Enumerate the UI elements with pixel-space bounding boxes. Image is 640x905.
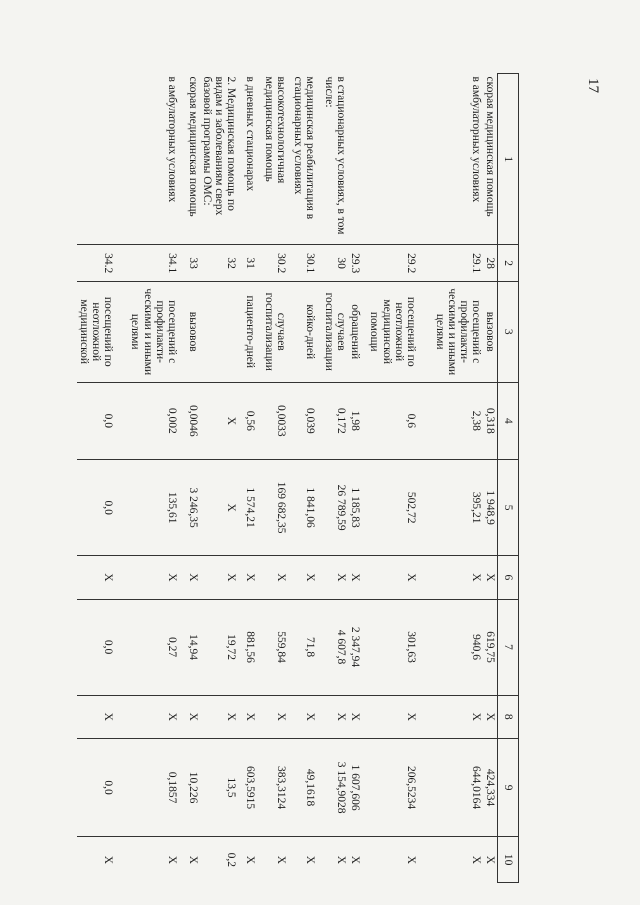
table-cell-col-5: 26 789,59 xyxy=(322,460,348,556)
table-cell-col-7: 71,8 xyxy=(291,599,322,695)
table-cell-col-6: Х xyxy=(433,556,483,599)
table-cell-col-1: в амбулаторных условиях xyxy=(165,76,178,203)
table-cell-col-2: 29.1 xyxy=(433,245,483,282)
table-cell-col-3: вызовов xyxy=(483,281,498,382)
table-cell-col-7: 619,75 xyxy=(483,599,498,695)
table-cell-col-6: Х xyxy=(262,556,291,599)
table-cell-col-7: 881,56 xyxy=(243,599,262,695)
table-cell-col-4: 0,172 xyxy=(322,382,348,460)
table-cell-col-8: Х xyxy=(322,695,348,738)
table-cell-col-5: 3 246,35 xyxy=(186,460,200,556)
table-cell-col-1: в стационарных условиях, в том числе: xyxy=(323,76,348,235)
table-cell-col-6: Х xyxy=(367,556,432,599)
header-col-6: 6 xyxy=(498,556,519,599)
table-cell-col-5: 1 841,06 xyxy=(291,460,322,556)
table-cell-col-6: Х xyxy=(77,556,128,599)
table-cell-col-6: Х xyxy=(348,556,367,599)
table-cell-col-5: 169 682,35 xyxy=(262,460,291,556)
table-cell-col-9: 603,5915 xyxy=(243,738,262,836)
table-cell-col-7: 4 607,8 xyxy=(322,599,348,695)
table-row xyxy=(291,74,322,883)
table-cell-col-6: Х xyxy=(322,556,348,599)
table-cell-col-10: Х xyxy=(433,837,483,883)
table-cell-col-6: Х xyxy=(483,556,498,599)
table-cell-col-8: Х xyxy=(433,695,483,738)
table-cell-col-10: Х xyxy=(367,837,432,883)
table-cell-col-2: 31 xyxy=(243,245,262,282)
table-cell-col-6: Х xyxy=(243,556,262,599)
table-cell-col-8: Х xyxy=(483,695,498,738)
table-cell-col-8: Х xyxy=(367,695,432,738)
table-cell-col-1 xyxy=(348,74,367,245)
table-cell-col-10: Х xyxy=(77,837,128,883)
table-cell-col-2: 30 xyxy=(322,245,348,282)
table-cell-col-8: Х xyxy=(200,695,243,738)
table-cell-col-7: 2 347,94 xyxy=(348,599,367,695)
table-cell-col-9: 0,1857 xyxy=(128,738,185,836)
table-cell-col-4: 1,98 xyxy=(348,382,367,460)
table-cell-col-2: 30.1 xyxy=(291,245,322,282)
table-cell-col-5: Х xyxy=(200,460,243,556)
table-cell-col-10: Х xyxy=(243,837,262,883)
table-cell-col-6: Х xyxy=(186,556,200,599)
table-cell-col-9: 644,0164 xyxy=(433,738,483,836)
table-cell-col-3: посещений с профилакти-ческими и иными целями xyxy=(433,281,483,382)
table-cell-col-4: 0,56 xyxy=(243,382,262,460)
table-cell-col-8: Х xyxy=(262,695,291,738)
table-cell-col-10: Х xyxy=(291,837,322,883)
table-cell-col-4: 0,0033 xyxy=(262,382,291,460)
table-cell-col-3: посещений с профилакти-ческими и иными целями xyxy=(128,281,185,382)
table-cell-col-4: 0,039 xyxy=(291,382,322,460)
table-cell-col-5: 135,61 xyxy=(128,460,185,556)
table-row xyxy=(128,74,185,883)
table-cell-col-10: Х xyxy=(483,837,498,883)
page-number: 17 xyxy=(585,78,601,93)
header-col-9: 9 xyxy=(498,738,519,836)
table-cell-col-8: Х xyxy=(291,695,322,738)
table-cell-col-4: Х xyxy=(200,382,243,460)
table-cell-col-4: 0,002 xyxy=(128,382,185,460)
table-cell-col-2: 34.2 xyxy=(77,245,128,282)
table-cell-col-9: 3 154,9028 xyxy=(322,738,348,836)
table-cell-col-1 xyxy=(367,74,432,245)
table-cell-col-7: 14,94 xyxy=(186,599,200,695)
table-cell-col-7: 0,27 xyxy=(128,599,185,695)
header-col-1: 1 xyxy=(498,74,519,245)
table-cell-col-3: посещений по неотложной медицинской xyxy=(77,281,128,382)
document-table xyxy=(78,73,519,883)
table-cell-col-10: 0,2 xyxy=(200,837,243,883)
table-cell-col-3: обращений xyxy=(348,281,367,382)
table-cell-col-1: медицинская реабилитация в стационарных условиях xyxy=(292,76,317,220)
table-cell-col-9: 10,226 xyxy=(186,738,200,836)
table-cell-col-2: 29.2 xyxy=(367,245,432,282)
table xyxy=(77,73,519,883)
table-cell-col-1: в амбулаторных условиях xyxy=(469,76,482,203)
table-cell-col-10: Х xyxy=(262,837,291,883)
table-cell-col-5: 395,21 xyxy=(433,460,483,556)
table-cell-col-2: 30.2 xyxy=(262,245,291,282)
table-cell-col-9: 49,1618 xyxy=(291,738,322,836)
table-cell-col-3 xyxy=(200,281,243,382)
table-row xyxy=(483,74,498,883)
table-cell-col-5: 1 185,83 xyxy=(348,460,367,556)
table-cell-col-10: Х xyxy=(348,837,367,883)
table-cell-col-10: Х xyxy=(186,837,200,883)
header-col-10: 10 xyxy=(498,837,519,883)
table-row xyxy=(200,74,243,883)
table-cell-col-7: 301,63 xyxy=(367,599,432,695)
table-row xyxy=(433,74,483,883)
table-cell-col-9: 424,334 xyxy=(483,738,498,836)
table-cell-col-9: 206,5234 xyxy=(367,738,432,836)
table-cell-col-8: Х xyxy=(186,695,200,738)
table-cell-col-7: 940,6 xyxy=(433,599,483,695)
table-cell-col-4: 0,318 xyxy=(483,382,498,460)
table-cell-col-1: скорая медицинская помощь xyxy=(484,76,496,217)
table-cell-col-8: Х xyxy=(243,695,262,738)
header-col-5: 5 xyxy=(498,460,519,556)
table-cell-col-8: Х xyxy=(77,695,128,738)
table-cell-col-7: 0,0 xyxy=(77,599,128,695)
table-cell-col-1: высокотехнологичная медицинская помощь xyxy=(263,76,288,184)
header-col-8: 8 xyxy=(498,695,519,738)
table-cell-col-9: 383,3124 xyxy=(262,738,291,836)
table-cell-col-6: Х xyxy=(128,556,185,599)
table-cell-col-8: Х xyxy=(348,695,367,738)
table-cell-col-1: 2. Медицинская помощь по видам и заболеваниям сверх базовой программы ОМС: xyxy=(200,76,237,216)
table-cell-col-1 xyxy=(77,74,128,245)
table-cell-col-1: в дневных стационарах xyxy=(244,76,256,192)
table-cell-col-3: случаев госпитализации xyxy=(262,281,291,382)
table-row xyxy=(262,74,291,883)
table-cell-col-9: 0,0 xyxy=(77,738,128,836)
table-cell-col-4: 0,6 xyxy=(367,382,432,460)
table-cell-col-10: Х xyxy=(322,837,348,883)
table-cell-col-4: 2,38 xyxy=(433,382,483,460)
table-cell-col-2: 28 xyxy=(483,245,498,282)
table-cell-col-7: 19,72 xyxy=(200,599,243,695)
table-cell-col-7: 559,84 xyxy=(262,599,291,695)
table-cell-col-1: скорая медицинская помощь xyxy=(186,76,199,217)
table-cell-col-9: 13,5 xyxy=(200,738,243,836)
table-cell-col-5: 0,0 xyxy=(77,460,128,556)
table-cell-col-10: Х xyxy=(128,837,185,883)
table-cell-col-2: 29.3 xyxy=(348,245,367,282)
table-cell-col-2: 32 xyxy=(200,245,243,282)
table-cell-col-5: 502,72 xyxy=(367,460,432,556)
table-cell-col-3: вызовов xyxy=(186,281,200,382)
table-cell-col-4: 0,0 xyxy=(77,382,128,460)
table-cell-col-2: 33 xyxy=(186,245,200,282)
table-row xyxy=(367,74,432,883)
header-col-7: 7 xyxy=(498,599,519,695)
header-col-4: 4 xyxy=(498,382,519,460)
table-cell-col-2: 34.1 xyxy=(128,245,185,282)
table-cell-col-8: Х xyxy=(128,695,185,738)
table-row xyxy=(348,74,367,883)
table-cell-col-3: пациенто-дней xyxy=(243,281,262,382)
table-row xyxy=(243,74,262,883)
table-cell-col-6: Х xyxy=(291,556,322,599)
table-cell-col-5: 1 948,9 xyxy=(483,460,498,556)
table-cell-col-3: случаев госпитализации xyxy=(322,281,348,382)
header-col-3: 3 xyxy=(498,281,519,382)
table-cell-col-5: 1 574,21 xyxy=(243,460,262,556)
table-cell-col-9: 1 607,606 xyxy=(348,738,367,836)
table-cell-col-3: койко-дней xyxy=(291,281,322,382)
header-col-2: 2 xyxy=(498,245,519,282)
table-header-row xyxy=(498,74,519,883)
table-cell-col-6: Х xyxy=(200,556,243,599)
table-cell-col-4: 0,0046 xyxy=(186,382,200,460)
table-cell-col-3: посещений по неотложной медицинской помощи xyxy=(367,281,432,382)
table-row xyxy=(186,74,200,883)
table-row xyxy=(77,74,128,883)
table-row xyxy=(322,74,348,883)
